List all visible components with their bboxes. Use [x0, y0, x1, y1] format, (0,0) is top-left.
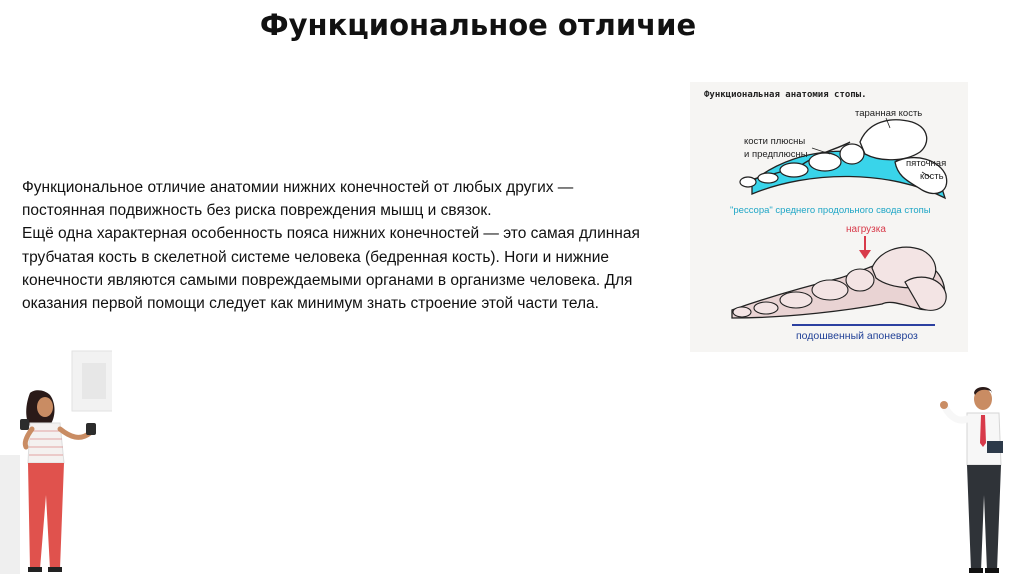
clipboard: [987, 441, 1003, 453]
slide-title: Функциональное отличие: [259, 8, 697, 42]
foot-anatomy-figure: [690, 82, 968, 352]
man-illustration: [935, 385, 1015, 574]
dark-trousers: [967, 465, 1001, 571]
label-aponeurosis: подошвенный апоневроз: [796, 330, 918, 342]
label-talus: таранная кость: [855, 108, 923, 119]
woman-illustration: [0, 345, 112, 574]
load-arrow: [859, 236, 871, 259]
right-arm: [60, 429, 90, 437]
label-spring-arch: "рессора" среднего продольного свода стопы: [730, 205, 931, 216]
label-calcaneus-1: пяточная: [906, 158, 947, 169]
figure-title: Функциональная анатомия стопы.: [704, 90, 867, 100]
label-calcaneus-2: кость: [920, 171, 944, 182]
red-tie: [980, 415, 986, 447]
foot-lower-illustration: [732, 247, 946, 318]
phone: [86, 423, 96, 435]
foot-anatomy-diagram: [690, 82, 968, 352]
label-metatarsal-1: кости плюсны: [744, 136, 806, 147]
red-trousers: [28, 463, 64, 569]
face: [37, 397, 53, 417]
raised-hand: [940, 401, 948, 409]
paragraph-1: Функциональное отличие анатомии нижних конечностей от любых других — постоянная подвижность без риска повреждения мышц и связок.: [22, 179, 574, 220]
talus-bone: [860, 120, 927, 160]
paragraph-2: Ещё одна характерная особенность пояса нижних конечностей — это самая длинная трубчатая кость в скелетной системе человека (бедренная кость). Ноги и нижние конечности являются самыми повреждаемыми органами в организме человека. Для оказания первой помощи следует как минимум знать строение этой части тела.: [22, 225, 640, 313]
label-metatarsal-2: и предплюсны: [744, 149, 808, 160]
body-text: [22, 176, 652, 315]
background-cabinet: [0, 455, 20, 574]
label-load: нагрузка: [846, 224, 886, 235]
